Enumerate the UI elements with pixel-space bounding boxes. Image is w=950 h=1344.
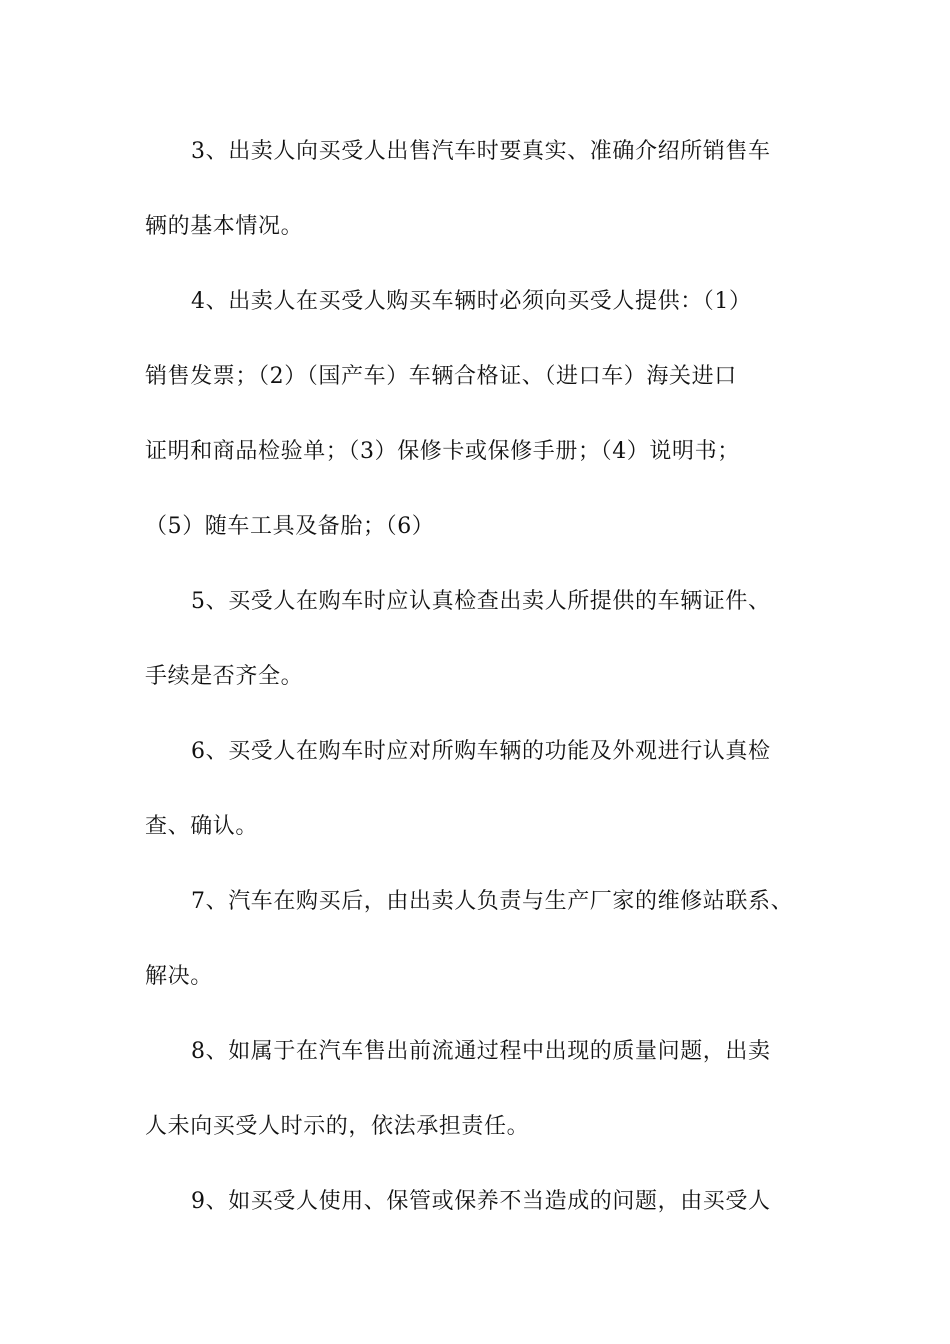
clause-3-line-2: 辆的基本情况。 [145, 214, 304, 239]
clause-9-line-1: 9、如买受人使用、保管或保养不当造成的问题，由买受人 [191, 1189, 771, 1214]
clause-5-line-1: 5、买受人在购车时应认真检查出卖人所提供的车辆证件、 [191, 589, 771, 614]
clause-7-line-2: 解决。 [145, 964, 213, 989]
clause-4-line-1: 4、出卖人在买受人购买车辆时必须向买受人提供：（1） [191, 289, 752, 314]
clause-5-line-2: 手续是否齐全。 [145, 664, 304, 689]
clause-6-line-2: 查、确认。 [145, 814, 259, 839]
clause-6-line-1: 6、买受人在购车时应对所购车辆的功能及外观进行认真检 [191, 739, 771, 764]
clause-7-line-1: 7、汽车在购买后，由出卖人负责与生产厂家的维修站联系、 [191, 889, 794, 914]
clause-8-line-1: 8、如属于在汽车售出前流通过程中出现的质量问题，出卖 [191, 1039, 771, 1064]
clause-4-line-4: （5）随车工具及备胎；（6） [145, 514, 435, 539]
clause-4-line-3: 证明和商品检验单；（3）保修卡或保修手册；（4）说明书； [145, 439, 740, 464]
clause-4-line-2: 销售发票；（2）（国产车）车辆合格证、（进口车）海关进口 [145, 364, 737, 389]
clause-3-line-1: 3、出卖人向买受人出售汽车时要真实、准确介绍所销售车 [191, 139, 771, 164]
clause-8-line-2: 人未向买受人时示的，依法承担责任。 [145, 1114, 530, 1139]
